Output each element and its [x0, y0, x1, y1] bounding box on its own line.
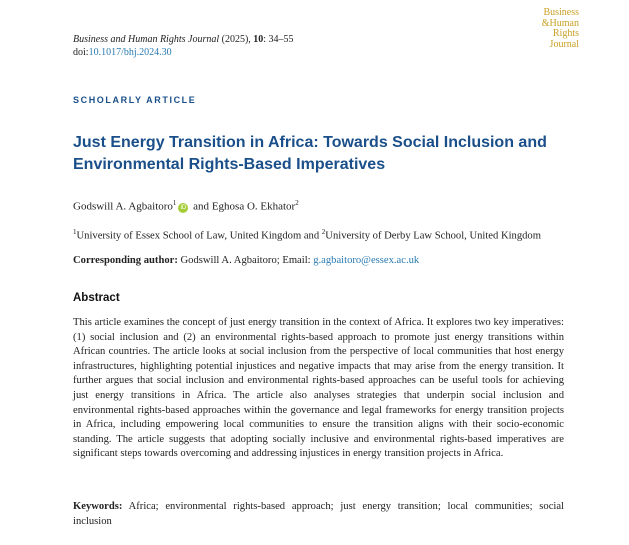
- corresponding-author: [73, 254, 563, 268]
- doi-link[interactable]: 10.1017/bhj.2024.30: [88, 47, 172, 58]
- article-title: Just Energy Transition in Africa: Towards Social Inclusion and Environmental Rights-Based Imperatives: [73, 134, 547, 173]
- author-affiliation-mark: 2: [295, 199, 299, 207]
- affiliation-mark: 2: [321, 228, 326, 236]
- abstract-heading: Abstract: [73, 292, 120, 304]
- affiliation-mark: 1: [73, 228, 77, 236]
- citation-year: (2025),: [219, 34, 254, 45]
- logo-line: Rights: [552, 28, 579, 39]
- journal-logo: [509, 8, 579, 50]
- logo-line: Business: [543, 7, 579, 18]
- corresponding-text: Godswill A. Agbaitoro; Email:: [177, 255, 314, 266]
- doi-label: doi:: [73, 47, 89, 58]
- logo-line: &Human: [541, 17, 579, 29]
- email-link[interactable]: g.agbaitoro@essex.ac.uk: [313, 255, 420, 266]
- author-affiliation-mark: 1: [172, 199, 177, 207]
- citation-block: [73, 33, 294, 59]
- citation-pages: : 34–55: [263, 34, 294, 45]
- keywords-label: Keywords:: [73, 501, 123, 512]
- author-connector: and: [190, 200, 212, 213]
- affiliations: [73, 225, 563, 244]
- author-name[interactable]: Godswill A. Agbaitoro: [73, 200, 173, 213]
- citation-volume: 10: [253, 34, 264, 45]
- corresponding-label: Corresponding author:: [73, 255, 178, 266]
- keywords-text: Africa; environmental rights-based approach; just energy transition; local communities; social inclusion: [73, 501, 564, 527]
- affiliation-1: University of Essex School of Law, United Kingdom and: [76, 230, 322, 242]
- citation-line: [73, 33, 294, 46]
- affiliation-2: University of Derby Law School, United Kingdom: [325, 230, 541, 242]
- journal-name: Business and Human Rights Journal: [73, 34, 220, 45]
- logo-line: Journal: [549, 38, 579, 50]
- author-line: [73, 199, 299, 213]
- keywords: [73, 500, 564, 529]
- article-type: SCHOLARLY ARTICLE: [73, 95, 197, 105]
- abstract-body: This article examines the concept of just energy transition in the context of Africa. It explores two key imperatives: (1) social inclusion and (2) an environmental rights-based approach to promote just energy transitions within African countries. The article looks at social inclusion from the perspective of local communities that host energy infrastructures, highlighting potential injustices and negative impacts that may arise from the energy transition. It further argues that social inclusion and environmental rights-based approaches can be useful tools for achieving just energy transitions in Africa. The article also analyses strategies that underpin social inclusion and environmental rights-based approaches within the governance and legal frameworks for energy transition projects in Africa, including empowering local communities to ensure the transition aligns with their socio-economic standing. The article suggests that adopting socially inclusive and environmental rights-based imperatives are significant steps towards overcoming and addressing injustices in energy transition projects in Africa.: [73, 317, 564, 460]
- author-name[interactable]: Eghosa O. Ekhator: [211, 200, 296, 213]
- doi-line: [73, 46, 294, 59]
- orcid-icon[interactable]: iD: [178, 203, 188, 213]
